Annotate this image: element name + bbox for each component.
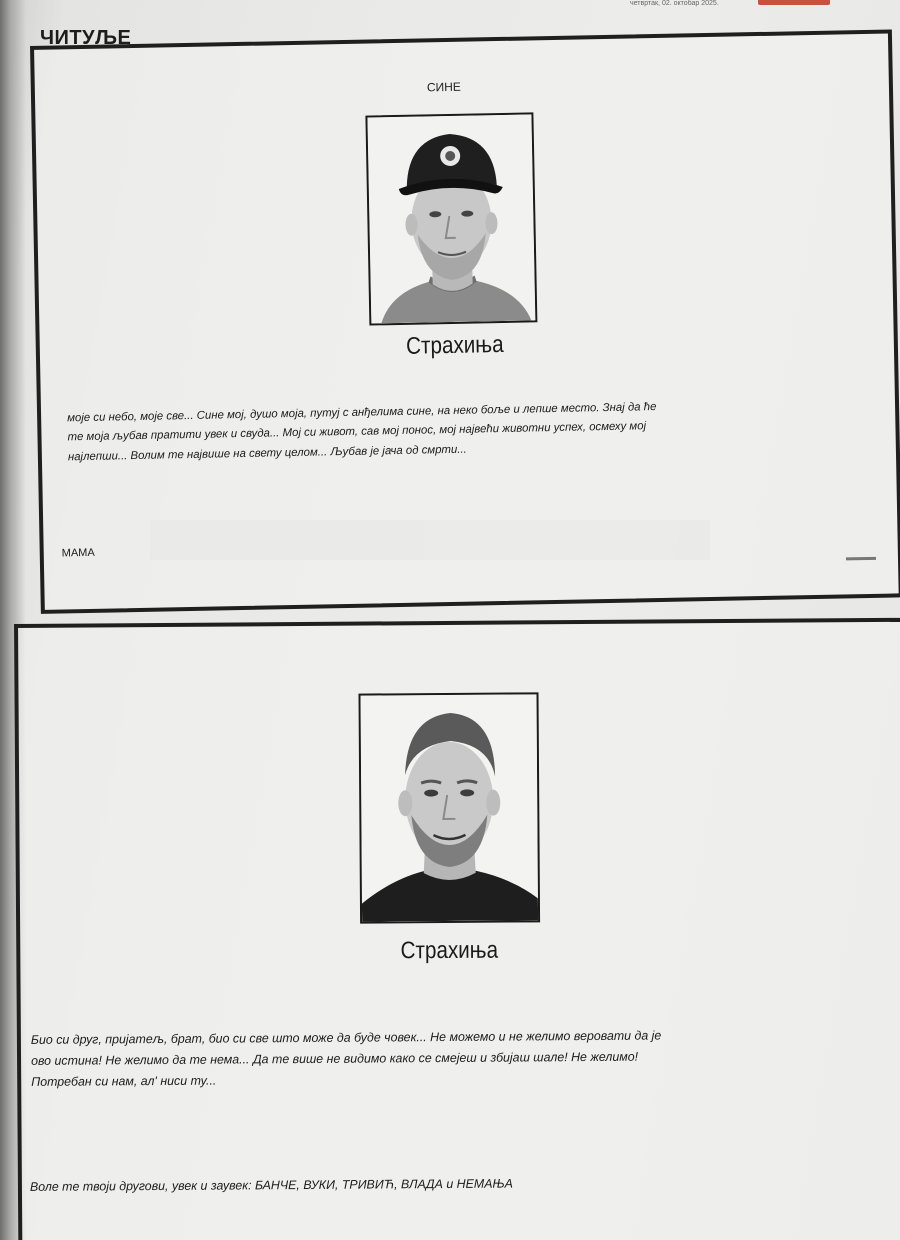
print-mark [846, 557, 876, 561]
message-line: Потребан си нам, ал' ниси ту... [31, 1073, 217, 1090]
obituary-message [67, 398, 657, 467]
portrait-cap-man [367, 114, 535, 323]
message-line: Био си друг, пријатељ, брат, био си све што може да буде човек... Не можемо и не желимо веровати да је [30, 1028, 662, 1047]
section-title: ЧИТУЉЕ [40, 27, 132, 49]
obituary-salutation: СИНЕ [426, 79, 461, 95]
message-line: ово истина! Не желимо да те нема... Да те више не видимо како се смејеш и збијаш шале! Не желимо! [31, 1049, 639, 1068]
message-line: моје си небо, моје све... Сине мој, душо моја, путуј с анђелима сине, на неко боље и лепше место. Знај да ће [67, 401, 657, 425]
header-date: четвртак, 02. октобар 2025. [630, 0, 719, 7]
obituary-signoff: Воле те твоји другови, увек и заувек: БАНЧЕ, ВУКИ, ТРИВИЋ, ВЛАДА и НЕМАЊА [29, 1176, 513, 1194]
portrait-photo [365, 112, 537, 325]
portrait-photo [358, 692, 540, 923]
deceased-name: Страхиња [400, 936, 499, 965]
message-line: најлепши... Волим те највише на свету целом... Љубав је јача од смрти... [67, 443, 467, 464]
message-line: те моја љубав пратити увек и свуда... Мој си живот, сав мој понос, мој највећи животни успех, осмеху мој [67, 420, 647, 444]
newspaper-logo [758, 0, 830, 5]
obituary-signoff: МАМА [61, 546, 95, 560]
deceased-name: Страхиња [405, 330, 504, 360]
portrait-man [361, 694, 539, 921]
obituary-message [31, 1025, 662, 1093]
obituary-card [30, 29, 900, 613]
obituary-card [14, 618, 900, 1240]
